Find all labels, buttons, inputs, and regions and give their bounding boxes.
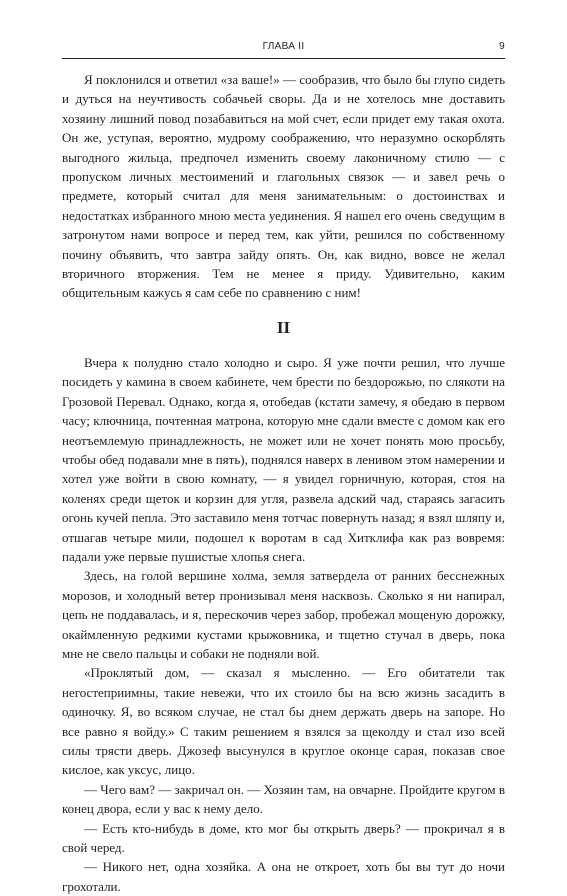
paragraph: — Никого нет, одна хозяйка. А она не откроет, хоть бы вы тут до ночи грохотали. xyxy=(62,859,505,894)
paragraph: «Проклятый дом, — сказал я мысленно. — Его обитатели так негостеприимны, такие невежи, что их стоило бы на всю жизнь засадить в одиночку. Я, во всяком случае, не стал бы днем держать дверь на запоре. Но все равно я войду.» С таким решением я взялся за щеколду и стал изо всей силы трясти дверь. Джозеф высунулся в круглое оконце сарая, показав свое кислое, как уксус, лицо. xyxy=(62,665,505,778)
paragraph: — Чего вам? — закричал он. — Хозяин там, на овчарне. Пройдите кругом в конец двора, если у вас к нему дело. xyxy=(62,781,505,817)
page-number: 9 xyxy=(499,41,505,52)
paragraph: Вчера к полудню стало холодно и сыро. Я уже почти решил, что лучше посидеть у камина в своем кабинете, чем брести по бездорожью, по слякоти на Грозовой Перевал. Однако, когда я, отобедав (кстати замечу, я обедаю в первом часу; ключница, почтенная матрона, которую мне сдали вместе с домом как его неотъемлемую принадлежность, не может или не хочет понять мою просьбу, чтобы обед подавали мне в пять), поднялся наверх в ленивом этом намерении и хотел уже войти в свою комнату, — я увидел горничную, которая, стоя на коленях среди щеток и корзин для угля, развела адский чад, стараясь загасить огонь кучей пепла. Это заставило меня тотчас повернуть назад; я взял шляпу и, отшагав четыре мили, подошел к воротам в сад Хитклифа как раз вовремя: падали уже первые пушистые хлопья снега. xyxy=(62,354,505,564)
paragraph: — Есть кто-нибудь в доме, кто мог бы открыть дверь? — прокричал я в свой черед. xyxy=(62,820,505,856)
paragraph: Я поклонился и ответил «за ваше!» — сообразив, что было бы глупо сидеть и дуться на неучтивость собачьей своры. Да и не хотелось мне доставить хозяину лишний повод позабавиться на мой счет, если придет ему такая охота. Он же, уступая, вероятно, мудрому соображению, что неразумно оскорблять выгодного жильца, предпочел изменить своему лаконичному стилю — с пропуском личных местоимений и глагольных связок — и завел речь о предмете, который считал для меня занимательным: о достоинствах и недостатках избранного мною места уединения. Я нашел его очень сведущим в затронутом нами вопросе и перед тем, как уйти, решился по собственному почину объявить, что завтра зайду опять. Он, как видно, вовсе не желал вторичного вторжения. Тем не менее я приду. Удивительно, каким общительным кажусь я сам себе по сравнению с ним! xyxy=(62,72,505,301)
paragraph: Здесь, на голой вершине холма, земля затвердела от ранних бесснежных морозов, и холодный ветер пронизывал меня насквозь. Сколько я ни напирал, цепь не поддавалась, и я, перескочив через забор, пробежал мощеную дорожку, окаймленную редкими кустами крыжовника, и тщетно стучал в дверь, пока мне не свело пальцы и собаки не подняли вой. xyxy=(62,568,505,661)
running-header xyxy=(62,38,505,59)
chapter-title: ГЛАВА II xyxy=(262,41,305,52)
section-heading: II xyxy=(276,317,291,337)
page-body xyxy=(62,70,505,896)
